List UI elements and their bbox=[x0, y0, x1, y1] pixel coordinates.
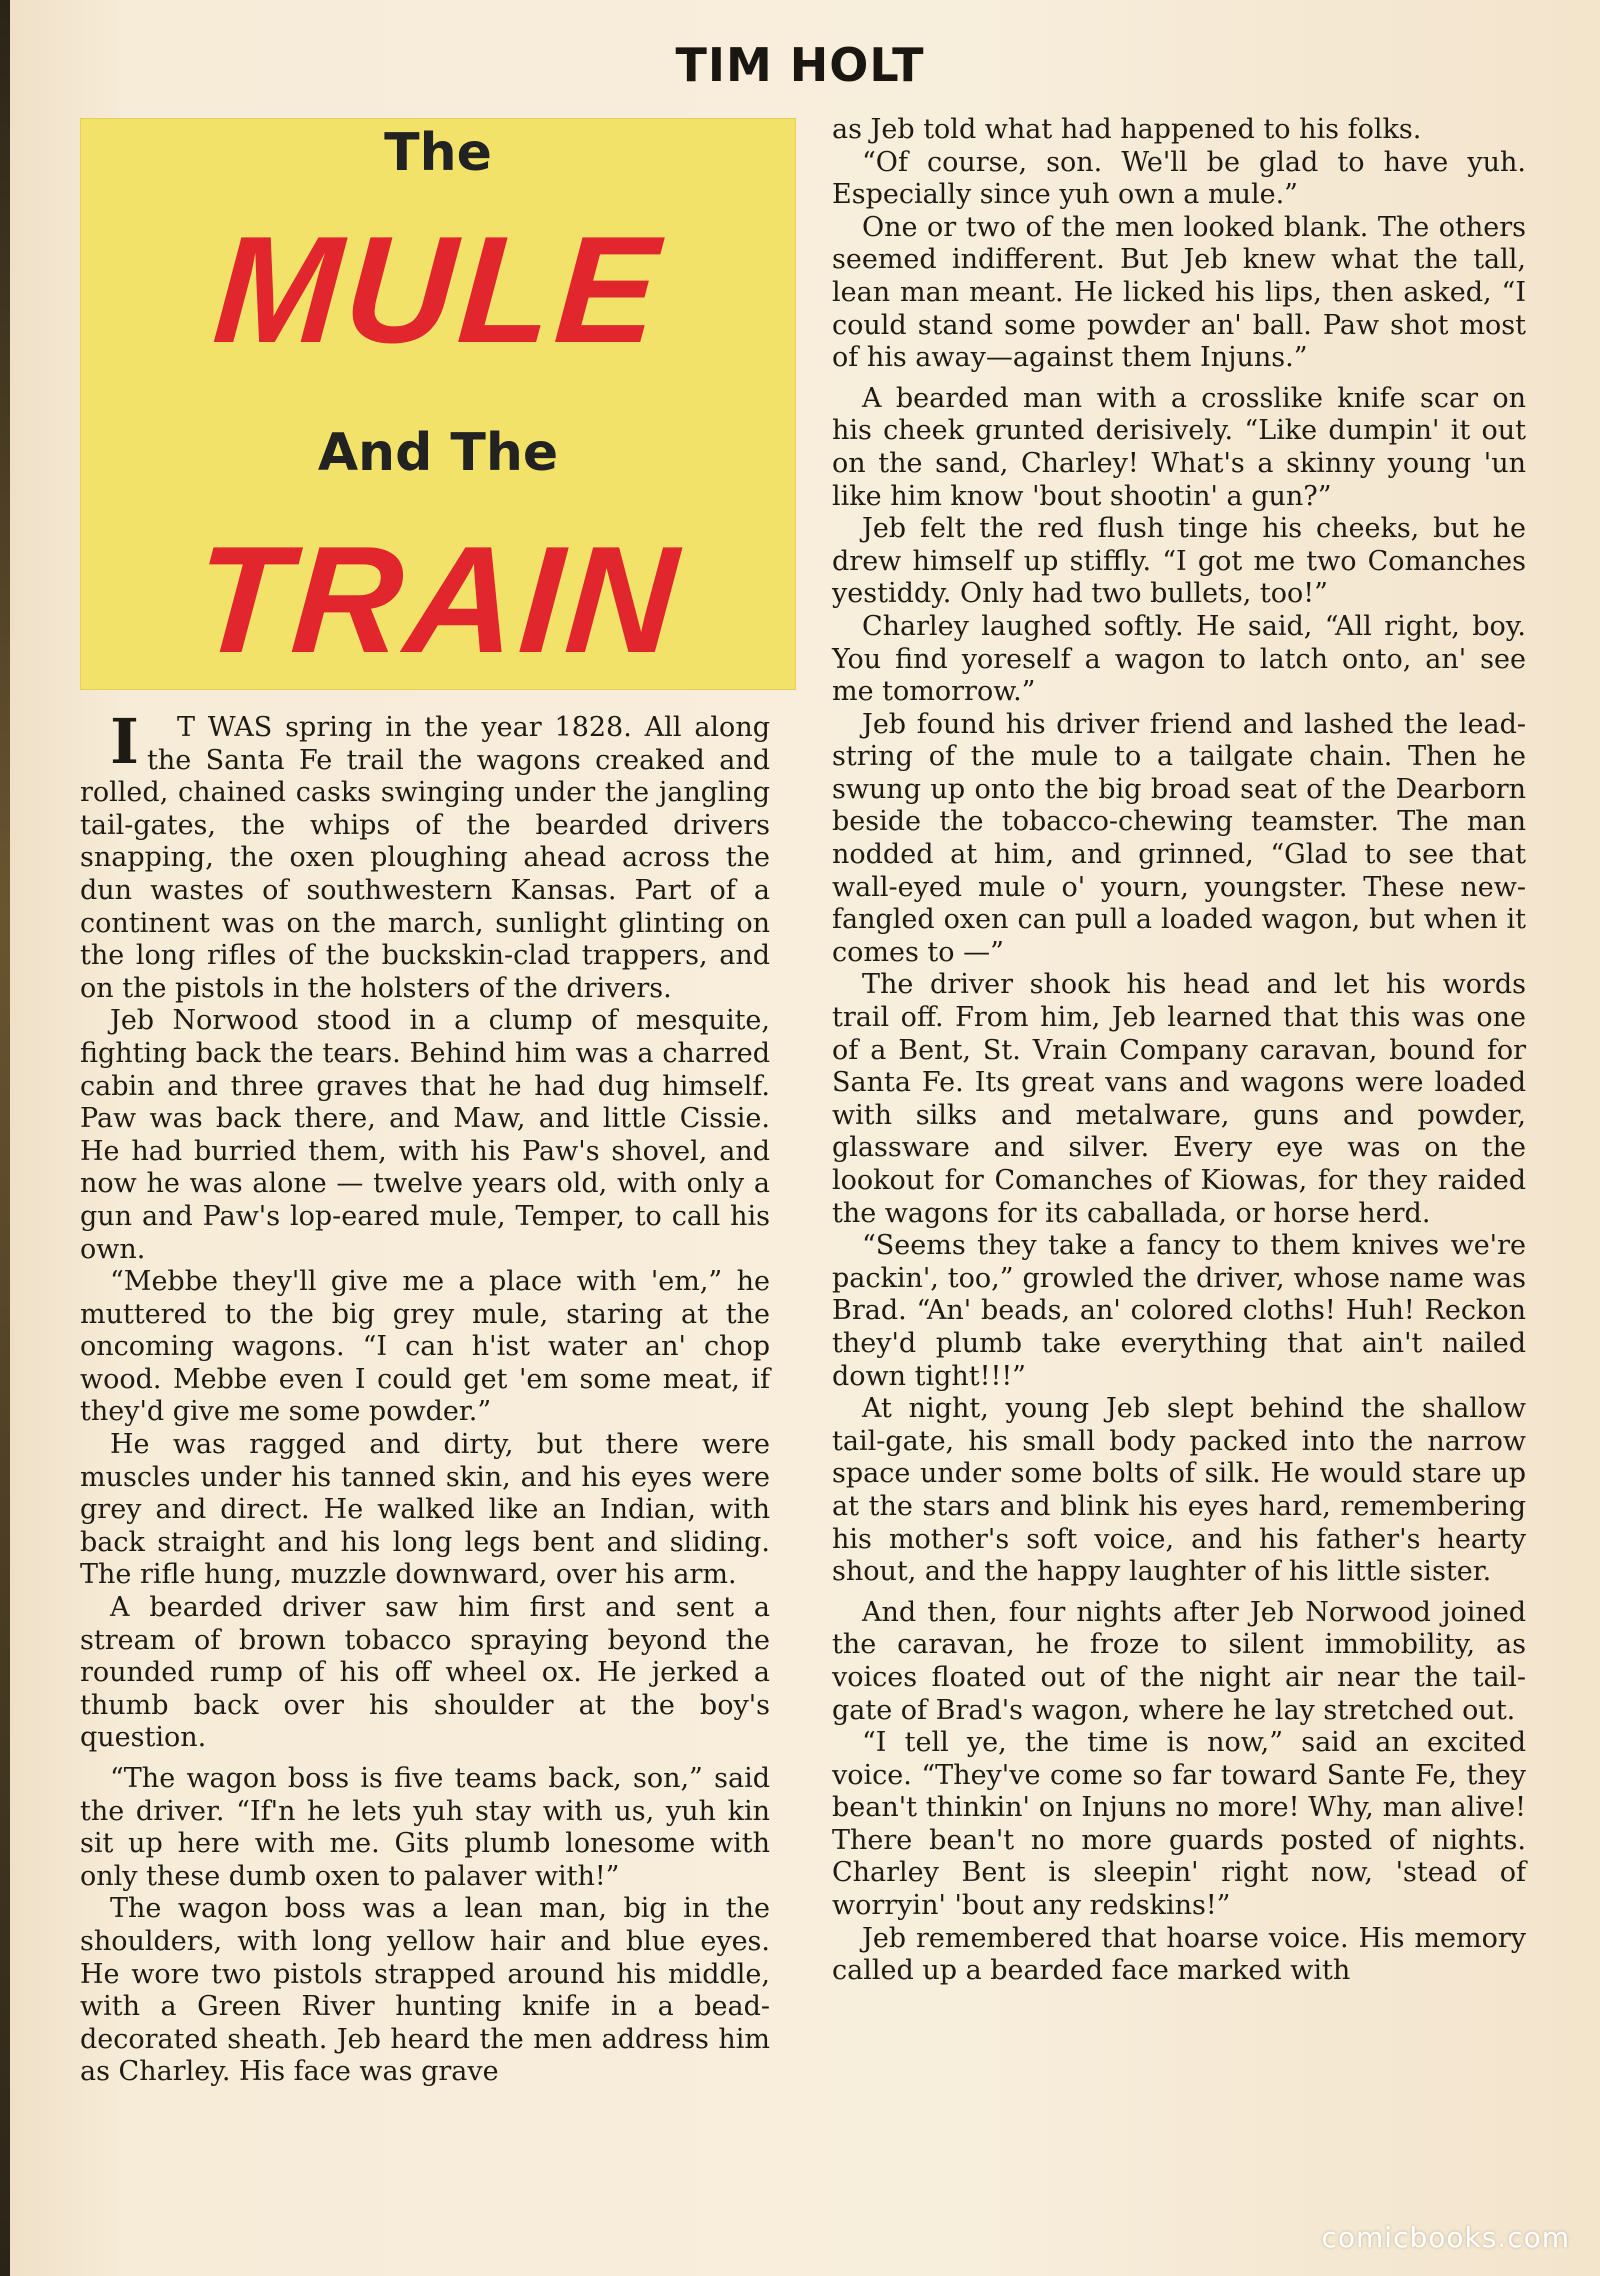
story-paragraph: He was ragged and dirty, but there were muscles under his tanned skin, and his eyes were grey and direct. He walked like an Indian, with back straight and his long legs bent and sliding. The rifle hung, muzzle downward, over his arm. bbox=[80, 1429, 770, 1591]
story-paragraph: Jeb felt the red flush tinge his cheeks, but he drew himself up stiffly. “I got me two Comanches yestiddy. Only had two bullets, too!” bbox=[832, 513, 1526, 610]
story-paragraph-text: T WAS spring in the year 1828. All along the Santa Fe trail the wagons creaked and rolled, chained casks swinging under the jangling tail-gates, the whips of the bearded drivers snapping, the oxen ploughing ahead across the dun wastes of southwestern Kansas. Part of a continent was on the march, sunlight glinting on the long rifles of the buckskin-clad trappers, and on the pistols in the holsters of the drivers. bbox=[80, 712, 770, 1004]
story-paragraph: A bearded driver saw him first and sent a stream of brown tobacco spraying beyond the rounded rump of his off wheel ox. He jerked a thumb back over his shoulder at the boy's question. bbox=[80, 1592, 770, 1754]
story-paragraph: “Mebbe they'll give me a place with 'em,” he muttered to the big grey mule, staring at the oncoming wagons. “I can h'ist water an' chop wood. Mebbe even I could get 'em some meat, if they'd give me some powder.” bbox=[80, 1266, 770, 1428]
title-panel bbox=[80, 118, 796, 690]
story-paragraph: “Of course, son. We'll be glad to have yuh. Especially since yuh own a mule.” bbox=[832, 146, 1526, 211]
story-paragraph: “The wagon boss is five teams back, son,” said the driver. “If'n he lets yuh stay with us, yuh kin sit up here with me. Gits plumb lonesome with only these dumb oxen to palaver with!” bbox=[80, 1763, 770, 1892]
story-paragraph: Jeb Norwood stood in a clump of mesquite, fighting back the tears. Behind him was a charred cabin and three graves that he had dug himself. Paw was back there, and Maw, and little Cissie. He had burried them, with his Paw's shovel, and now he was alone — twelve years old, with only a gun and Paw's lop-eared mule, Temper, to call his own. bbox=[80, 1005, 770, 1265]
drop-cap: I bbox=[110, 705, 140, 778]
title-mule: MULE bbox=[208, 205, 668, 375]
story-paragraph: And then, four nights after Jeb Norwood joined the caravan, he froze to silent immobility, as voices floated out of the night air near the tail-gate of Brad's wagon, where he lay stretched out. bbox=[832, 1596, 1526, 1726]
running-title: TIM HOLT bbox=[675, 38, 925, 92]
binding-edge bbox=[0, 0, 10, 2276]
title-train: TRAIN bbox=[189, 515, 687, 685]
story-paragraph: Charley laughed softly. He said, “All right, boy. You find yoreself a wagon to latch onto, an' see me tomorrow.” bbox=[832, 610, 1526, 708]
story-column-right bbox=[832, 114, 1526, 1988]
site-watermark: comicbooks.com bbox=[1321, 2221, 1570, 2254]
title-the: The bbox=[384, 123, 492, 183]
story-paragraph: Jeb found his driver friend and lashed the lead-string of the mule to a tailgate chain. Then he swung up onto the big broad seat of the Dearborn beside the tobacco-chewing teamster. The man nodded at him, and grinned, “Glad to see that wall-eyed mule o' yourn, youngster. These new-fangled oxen can pull a loaded wagon, but when it comes to —” bbox=[832, 708, 1526, 968]
story-column-left bbox=[80, 705, 770, 2089]
story-paragraph: Jeb remembered that hoarse voice. His memory called up a bearded face marked with bbox=[832, 1922, 1526, 1987]
story-paragraph: A bearded man with a crosslike knife scar on his cheek grunted derisively. “Like dumpin' it out on the sand, Charley! What's a skinny young 'un like him know 'bout shootin' a gun?” bbox=[832, 382, 1526, 512]
story-paragraph: The driver shook his head and let his words trail off. From him, Jeb learned that this was one of a Bent, St. Vrain Company caravan, bound for Santa Fe. Its great vans and wagons were loaded with silks and metalware, guns and powder, glassware and silver. Every eye was on the lookout for Comanches of Kiowas, for they raided the wagons for its caballada, or horse herd. bbox=[832, 969, 1526, 1229]
story-paragraph: The wagon boss was a lean man, big in the shoulders, with long yellow hair and blue eyes. He wore two pistols strapped around his middle, with a Green River hunting knife in a bead-decorated sheath. Jeb heard the men address him as Charley. His face was grave bbox=[80, 1893, 770, 2088]
story-paragraph: as Jeb told what had happened to his folks. bbox=[832, 114, 1422, 145]
story-paragraph: “Seems they take a fancy to them knives we're packin', too,” growled the driver, whose name was Brad. “An' beads, an' colored cloths! Huh! Reckon they'd plumb take everything that ain't nailed down tight!!!” bbox=[832, 1230, 1526, 1392]
story-paragraph: “I tell ye, the time is now,” said an excited voice. “They've come so far toward Sante Fe, they bean't thinkin' on Injuns no more! Why, man alive! There bean't no more guards posted of nights. Charley Bent is sleepin' right now, 'stead of worryin' 'bout any redskins!” bbox=[832, 1727, 1526, 1922]
title-and-the: And The bbox=[317, 423, 559, 483]
story-paragraph: One or two of the men looked blank. The others seemed indifferent. But Jeb knew what the tall, lean man meant. He licked his lips, then asked, “I could stand some powder an' ball. Paw shot most of his away—against them Injuns.” bbox=[832, 211, 1526, 374]
story-paragraph bbox=[80, 705, 770, 1005]
story-paragraph: At night, young Jeb slept behind the shallow tail-gate, his small body packed into the narrow space under some bolts of silk. He would stare up at the stars and blink his eyes hard, remembering his mother's soft voice, and his father's hearty shout, and the happy laughter of his little sister. bbox=[832, 1393, 1526, 1588]
